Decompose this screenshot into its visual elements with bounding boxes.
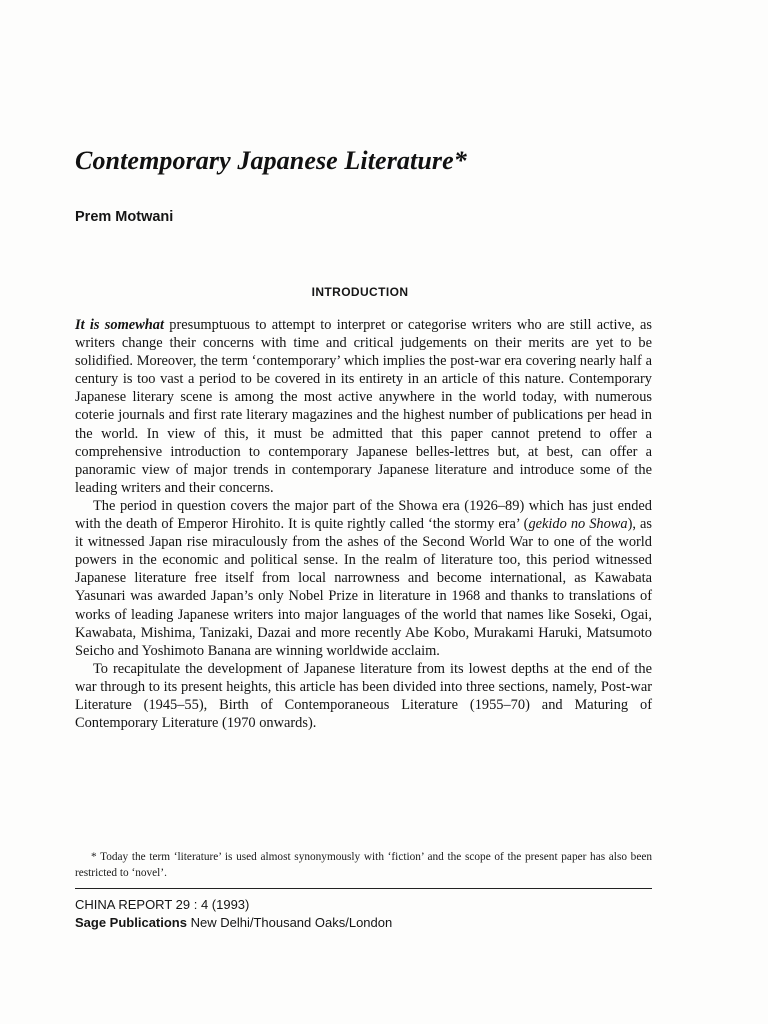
publisher-places: New Delhi/Thousand Oaks/London [186,915,393,930]
publisher-name: Sage Publications [75,915,187,930]
paragraph-2-text-a: The period in question covers the major part of the Showa era (1926–89) which has just ended with the death of Emperor Hirohito. It is quite rightly called ‘the stormy era’ ( [75,497,652,533]
journal-citation: CHINA REPORT 29 : 4 (1993) [75,897,250,912]
paragraph-1 [75,316,652,497]
article-body [75,316,652,732]
paragraph-2-italic-term: gekido no Showa [528,516,628,533]
paragraph-1-lead: It is somewhat [75,317,164,333]
publisher-line [75,914,392,932]
footer-divider [75,888,652,889]
section-heading-introduction: INTRODUCTION [311,285,409,299]
footnote: * Today the term ‘literature’ is used almost synonymously with ‘fiction’ and the scope of the present paper has also been restricted to ‘novel’. [75,851,652,879]
article-title: Contemporary Japanese Literature* [75,146,467,175]
paragraph-2-text-b: ), as it witnessed Japan rise miraculously from the ashes of the Second World War to one of the world powers in the economic and political sense. In the realm of literature too, this period witnessed Japanese literature free itself from local narrowness and become international, as Kawabata Yasunari was awarded Japan’s only Nobel Prize in literature in 1968 and thanks to translations of works of leading Japanese writers into major languages of the world that names like Soseki, Ogai, Kawabata, Mishima, Tanizaki, Dazai and more recently Abe Kobo, Murakami Haruki, Matsumoto Seicho and Yoshimoto Banana are winning worldwide acclaim. [75,516,652,659]
paragraph-3 [75,660,652,732]
article-author: Prem Motwani [75,209,174,225]
paragraph-3-text: To recapitulate the development of Japanese literature from its lowest depths at the end of the war through to its present heights, this article has been divided into three sections, namely, Post-war Literature (1945–55), Birth of Contemporaneous Literature (1955–70) and Maturing of Contemporary Literature (1970 onwards). [75,660,652,732]
paragraph-1-text: presumptuous to attempt to interpret or categorise writers who are still active, as writers change their concerns with time and critical judgements on their merits are yet to be solidified. Moreover, the term ‘contemporary’ which implies the post-war era covering nearly half a century is too vast a period to be covered in its entirety in an article of this nature. Contemporary Japanese literary scene is among the most active anywhere in the world today, with numerous coterie journals and first rate literary magazines and the highest number of publications per head in the world. In view of this, it must be admitted that this paper cannot pretend to offer a comprehensive introduction to contemporary Japanese belles-lettres but, at best, can offer a panoramic view of major trends in contemporary Japanese literature and introduce some of the leading writers and their concerns. [75,317,652,496]
paragraph-2 [75,497,652,660]
